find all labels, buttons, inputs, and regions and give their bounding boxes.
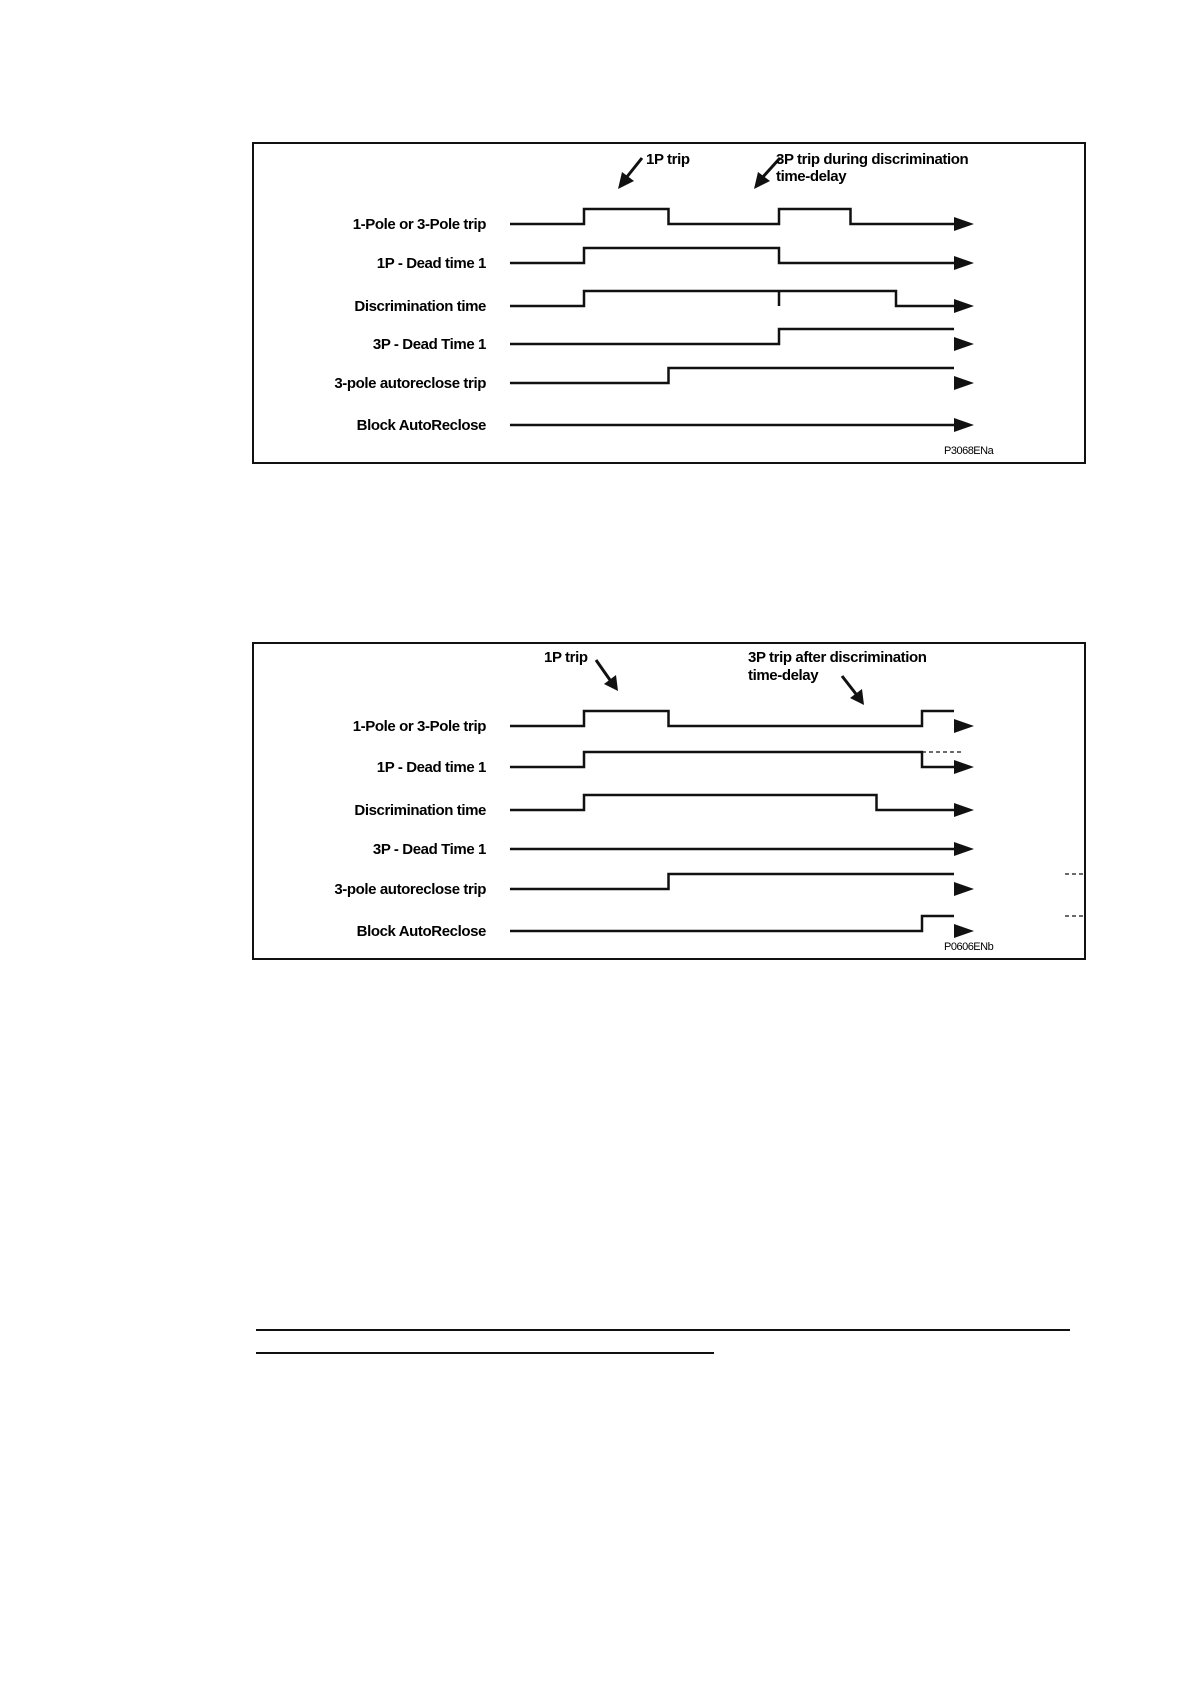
- time-arrow-icon: [954, 337, 974, 351]
- signal-waveform: [510, 711, 954, 726]
- signal-label: Block AutoReclose: [356, 417, 486, 434]
- time-arrow-icon: [954, 256, 974, 270]
- signal-waveform: [510, 329, 954, 344]
- signal-label: 3P - Dead Time 1: [372, 841, 486, 858]
- arrow-1p-trip-icon: [618, 158, 642, 189]
- signal-row: [353, 711, 974, 735]
- annotation-3p-trip-line2: time-delay: [776, 168, 847, 185]
- signal-row: [377, 752, 974, 776]
- annotation-3p-trip-line1: 3P trip after discrimination: [748, 649, 927, 666]
- signal-waveform: [510, 368, 954, 383]
- annotation-3p-trip-line1: 3P trip during discrimination: [776, 151, 969, 168]
- figure-reference: P3068ENa: [944, 445, 994, 457]
- signal-label: Discrimination time: [354, 298, 486, 315]
- timing-diagram-during-discrimination: [252, 142, 1086, 464]
- time-arrow-icon: [954, 299, 974, 313]
- signal-row: [377, 248, 974, 272]
- signal-waveform: [510, 248, 954, 263]
- time-arrow-icon: [954, 842, 974, 856]
- signal-label: 1-Pole or 3-Pole trip: [352, 216, 486, 233]
- signal-waveform: [510, 209, 954, 224]
- signal-row: [334, 874, 1084, 898]
- timing-chart-after: [254, 644, 1084, 958]
- signal-row: [373, 841, 974, 858]
- signal-row: [373, 329, 974, 353]
- signal-label: 3P - Dead Time 1: [372, 336, 486, 353]
- divider-line-short: [256, 1352, 714, 1354]
- signal-label: 1-Pole or 3-Pole trip: [352, 718, 486, 735]
- signal-label: Discrimination time: [354, 802, 486, 819]
- time-arrow-icon: [954, 217, 974, 231]
- signal-row: [353, 209, 974, 233]
- timing-chart-during: [254, 144, 1084, 462]
- timing-diagram-after-discrimination: [252, 642, 1086, 960]
- figure-reference: P0606ENb: [944, 941, 994, 953]
- signal-waveform: [510, 916, 954, 931]
- signal-row: [354, 291, 974, 315]
- signal-label: 1P - Dead time 1: [376, 255, 486, 272]
- arrow-3p-trip-icon: [842, 676, 864, 705]
- signal-row: [354, 795, 974, 819]
- signal-row: [357, 916, 1084, 940]
- time-arrow-icon: [954, 376, 974, 390]
- annotation-3p-trip-line2: time-delay: [748, 667, 819, 684]
- time-arrow-icon: [954, 719, 974, 733]
- signal-label: Block AutoReclose: [356, 923, 486, 940]
- signal-row: [357, 417, 974, 434]
- time-arrow-icon: [954, 760, 974, 774]
- time-arrow-icon: [954, 803, 974, 817]
- signal-waveform: [510, 752, 954, 767]
- time-arrow-icon: [954, 882, 974, 896]
- time-arrow-icon: [954, 924, 974, 938]
- signal-label: 1P - Dead time 1: [376, 759, 486, 776]
- signal-label: 3-pole autoreclose trip: [334, 881, 486, 898]
- annotation-1p-trip: 1P trip: [646, 151, 690, 168]
- arrow-1p-trip-icon: [596, 660, 618, 691]
- divider-line: [256, 1329, 1070, 1331]
- signal-row: [334, 368, 974, 392]
- annotation-1p-trip: 1P trip: [544, 649, 588, 666]
- signal-waveform: [510, 795, 954, 810]
- signal-label: 3-pole autoreclose trip: [334, 375, 486, 392]
- signal-waveform: [510, 874, 954, 889]
- signal-waveform: [510, 291, 954, 306]
- time-arrow-icon: [954, 418, 974, 432]
